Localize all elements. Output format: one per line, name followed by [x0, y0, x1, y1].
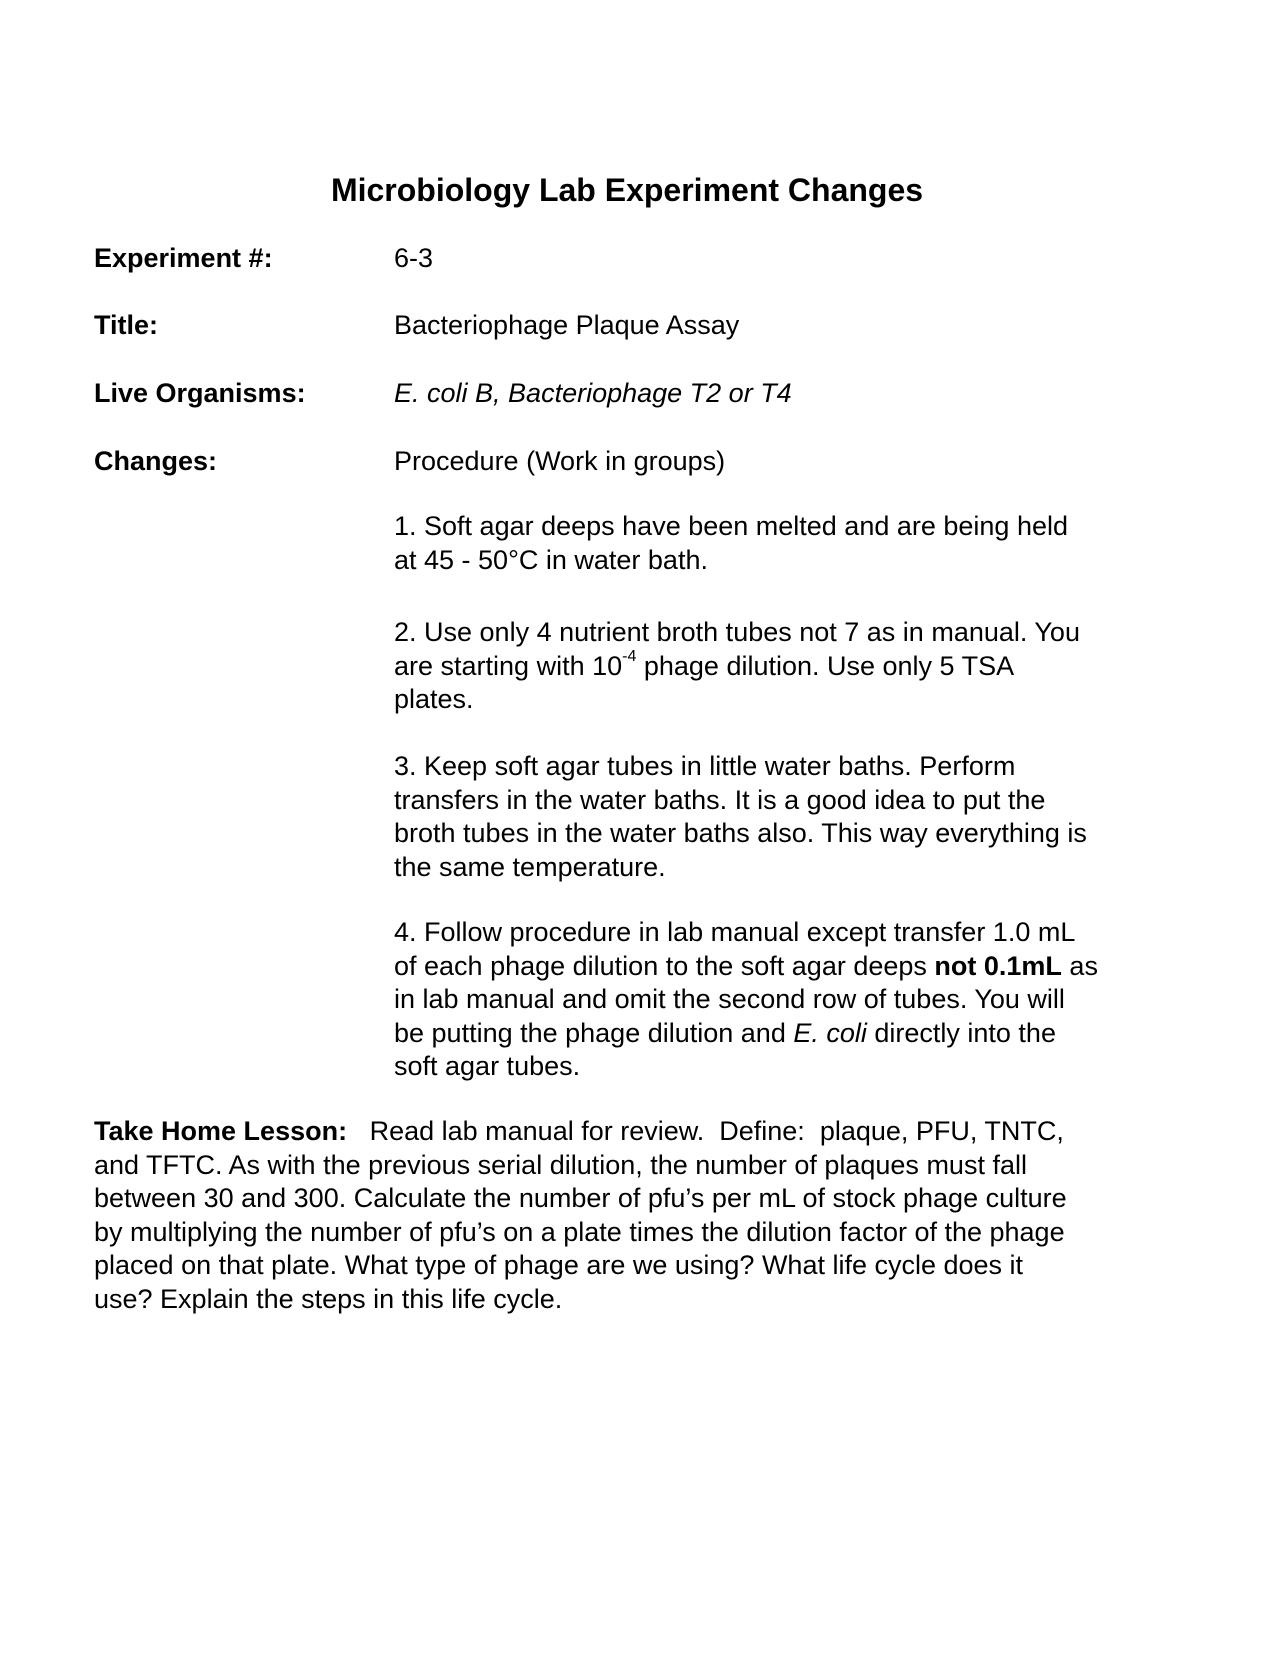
step-3-line-3: broth tubes in the water baths also. This way everything is [394, 818, 1087, 848]
experiment-value: 6-3 [394, 243, 434, 273]
home-label: Take Home Lesson: [94, 1116, 348, 1146]
take-home-lesson [94, 1115, 1184, 1316]
step-2-line-3: plates. [394, 684, 474, 714]
step-2-line-2-pre: are starting with 10 [394, 650, 623, 681]
organisms-label: Live Organisms: [94, 378, 306, 408]
step-4-line-2-post: as [1061, 950, 1098, 981]
step-2 [394, 616, 1174, 717]
step-2-line-1: 2. Use only 4 nutrient broth tubes not 7 as in manual. You [394, 617, 1080, 647]
step-2-exponent: -4 [622, 647, 637, 665]
step-4-organism: E. coli [793, 1017, 867, 1048]
title-value: Bacteriophage Plaque Assay [394, 310, 740, 340]
changes-label: Changes: [94, 446, 218, 476]
step-4-line-4 [394, 1017, 1174, 1051]
home-line-5: placed on that plate. What type of phage are we using? What life cycle does it [94, 1250, 1024, 1280]
step-1 [394, 510, 1174, 577]
home-line-6: use? Explain the steps in this life cycle. [94, 1283, 563, 1314]
title-label: Title: [94, 310, 159, 340]
step-4-line-4-pre: be putting the phage dilution and [394, 1017, 794, 1048]
step-3-line-1: 3. Keep soft agar tubes in little water baths. Perform [394, 751, 1016, 781]
step-2-line-2-post: phage dilution. Use only 5 TSA [636, 650, 1015, 681]
step-4-line-5: soft agar tubes. [394, 1051, 581, 1081]
step-2-line-2 [394, 647, 1174, 684]
step-3 [394, 750, 1174, 884]
home-line-1 [94, 1115, 1184, 1149]
step-4-line-4-post: directly into the [866, 1017, 1056, 1048]
step-4-line-3: in lab manual and omit the second row of tubes. You will [394, 984, 1065, 1014]
organisms-value: E. coli B, Bacteriophage T2 or T4 [394, 378, 792, 408]
home-line-3: between 30 and 300. Calculate the number of pfu’s per mL of stock phage culture [94, 1183, 1067, 1213]
step-4-emphasis: not 0.1mL [934, 950, 1062, 981]
step-3-line-2: transfers in the water baths. It is a good idea to put the [394, 784, 1046, 815]
step-4-line-1: 4. Follow procedure in lab manual except transfer 1.0 mL [394, 917, 1076, 947]
page-title: Microbiology Lab Experiment Changes [330, 172, 924, 208]
step-4-line-2-pre: of each phage dilution to the soft agar deeps [394, 950, 935, 981]
home-line-1-text: Read lab manual for review. Define: plaque, PFU, TNTC, [347, 1116, 1064, 1146]
home-line-4: by multiplying the number of pfu’s on a plate times the dilution factor of the phage [94, 1216, 1065, 1247]
experiment-label: Experiment #: [94, 243, 273, 273]
step-1-line-1: 1. Soft agar deeps have been melted and are being held [394, 511, 1068, 541]
home-line-2: and TFTC. As with the previous serial dilution, the number of plaques must fall [94, 1149, 1027, 1180]
step-4-line-2 [394, 950, 1174, 984]
step-3-line-4: the same temperature. [394, 851, 666, 882]
changes-value: Procedure (Work in groups) [394, 446, 726, 476]
step-1-line-2: at 45 - 50°C in water bath. [394, 544, 708, 575]
step-4 [394, 916, 1174, 1084]
